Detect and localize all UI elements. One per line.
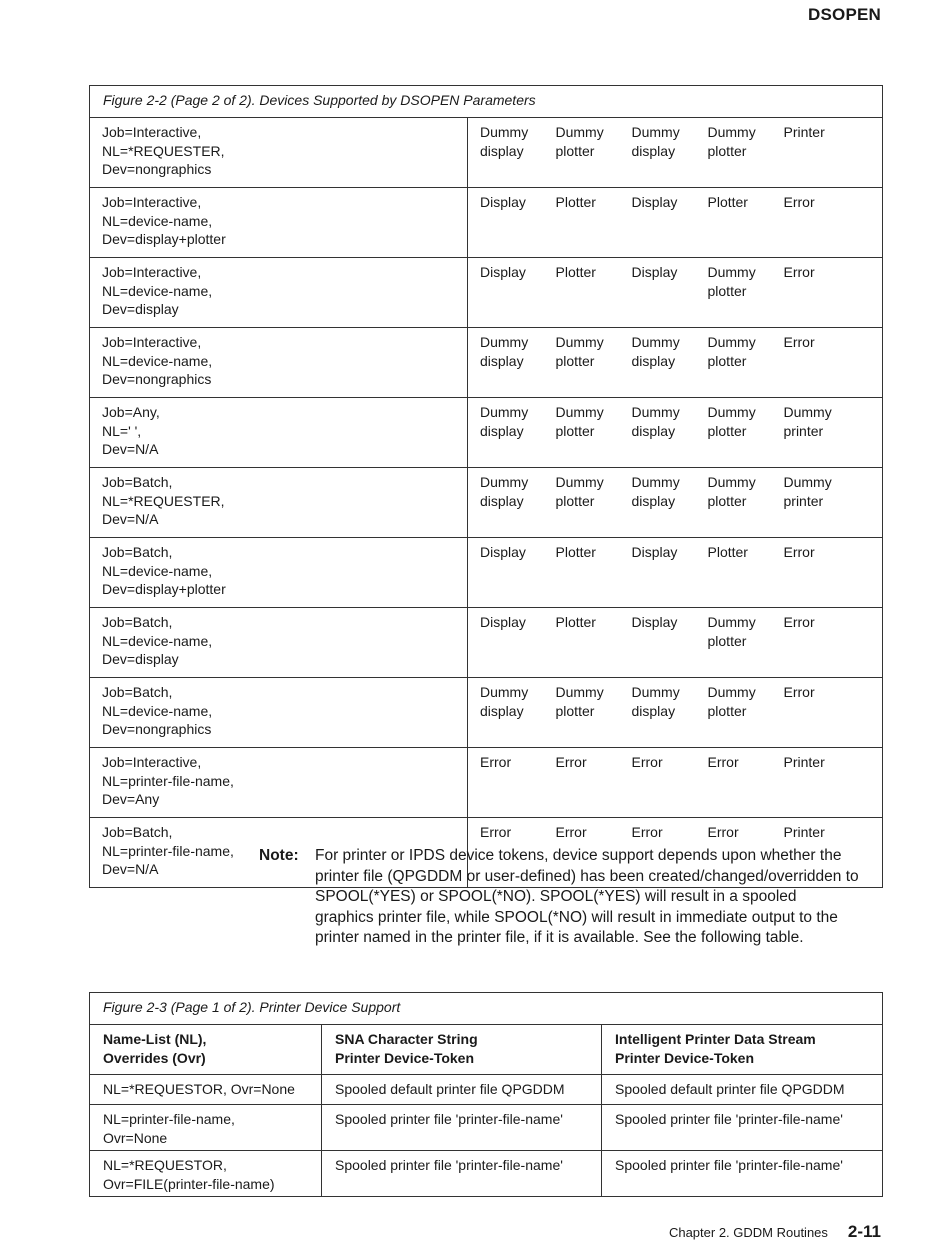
device-cell: Dummy display xyxy=(468,678,544,748)
device-cell: Display xyxy=(468,188,544,258)
row-parameters: Job=Interactive, NL=device-name, Dev=nongraphics xyxy=(90,328,468,398)
row-parameters: Job=Batch, NL=printer-file-name, Dev=N/A xyxy=(90,818,468,888)
row-parameters: Job=Batch, NL=device-name, Dev=display+plotter xyxy=(90,538,468,608)
device-cell: Error xyxy=(544,748,620,818)
row-parameters: Job=Batch, NL=device-name, Dev=nongraphics xyxy=(90,678,468,748)
row-parameters: Job=Interactive, NL=*REQUESTER, Dev=nongraphics xyxy=(90,118,468,188)
note xyxy=(259,846,859,949)
device-cell: Dummy plotter xyxy=(696,258,772,328)
device-cell: Dummy plotter xyxy=(544,678,620,748)
device-cell: Dummy display xyxy=(620,678,696,748)
device-cell: Printer xyxy=(772,118,883,188)
table-cell: NL=*REQUESTOR, Ovr=FILE(printer-file-name) xyxy=(90,1151,322,1197)
table-row xyxy=(90,188,883,258)
device-cell: Display xyxy=(468,538,544,608)
device-cell: Dummy display xyxy=(468,398,544,468)
device-cell: Dummy printer xyxy=(772,398,883,468)
figure-2-2-table xyxy=(89,85,883,888)
table-row xyxy=(90,678,883,748)
row-parameters: Job=Any, NL=' ', Dev=N/A xyxy=(90,398,468,468)
table-cell: NL=*REQUESTOR, Ovr=None xyxy=(90,1075,322,1105)
row-parameters: Job=Interactive, NL=device-name, Dev=display+plotter xyxy=(90,188,468,258)
device-cell: Display xyxy=(620,188,696,258)
device-cell: Error xyxy=(468,818,544,888)
table-row xyxy=(90,538,883,608)
device-cell: Dummy plotter xyxy=(696,678,772,748)
table-row xyxy=(90,118,883,188)
row-parameters: Job=Interactive, NL=printer-file-name, Dev=Any xyxy=(90,748,468,818)
device-cell: Error xyxy=(772,608,883,678)
table-cell: Spooled printer file 'printer-file-name' xyxy=(602,1105,883,1151)
table-cell: Spooled default printer file QPGDDM xyxy=(322,1075,602,1105)
device-cell: Dummy display xyxy=(468,118,544,188)
device-cell: Error xyxy=(696,818,772,888)
row-parameters: Job=Batch, NL=device-name, Dev=display xyxy=(90,608,468,678)
device-cell: Error xyxy=(772,538,883,608)
device-cell: Error xyxy=(772,188,883,258)
table-row xyxy=(90,258,883,328)
figure-2-3-table xyxy=(89,992,883,1197)
header-name-list: Name-List (NL), Overrides (Ovr) xyxy=(90,1025,322,1075)
device-cell: Dummy printer xyxy=(772,468,883,538)
device-cell: Dummy plotter xyxy=(696,398,772,468)
device-cell: Dummy plotter xyxy=(696,328,772,398)
device-cell: Dummy plotter xyxy=(544,118,620,188)
device-cell: Plotter xyxy=(696,188,772,258)
note-text: For printer or IPDS device tokens, device support depends upon whether the printer file (QPGDDM or user-defined) has been created/changed/overridden to SPOOL(*YES) or SPOOL(*NO). SPOOL(*YES) will result in a spooled graphics printer file, while SPOOL(*NO) will result in immediate output to the printer named in the printer file, if it is available. See the following table. xyxy=(315,847,859,947)
table-row xyxy=(90,398,883,468)
device-cell: Dummy plotter xyxy=(544,468,620,538)
device-cell: Error xyxy=(620,748,696,818)
table-cell: Spooled default printer file QPGDDM xyxy=(602,1075,883,1105)
device-cell: Dummy display xyxy=(620,328,696,398)
table-row xyxy=(90,468,883,538)
device-cell: Error xyxy=(544,818,620,888)
device-cell: Plotter xyxy=(544,188,620,258)
device-cell: Printer xyxy=(772,748,883,818)
device-cell: Error xyxy=(468,748,544,818)
device-cell: Display xyxy=(468,608,544,678)
device-cell: Dummy plotter xyxy=(696,118,772,188)
table-cell: NL=printer-file-name, Ovr=None xyxy=(90,1105,322,1151)
device-cell: Dummy plotter xyxy=(696,468,772,538)
device-cell: Plotter xyxy=(544,608,620,678)
table-cell: Spooled printer file 'printer-file-name' xyxy=(322,1151,602,1197)
row-parameters: Job=Batch, NL=*REQUESTER, Dev=N/A xyxy=(90,468,468,538)
device-cell: Error xyxy=(772,678,883,748)
header-ipds-token: Intelligent Printer Data Stream Printer Device-Token xyxy=(602,1025,883,1075)
table-row xyxy=(90,1075,883,1105)
row-parameters: Job=Interactive, NL=device-name, Dev=display xyxy=(90,258,468,328)
device-cell: Display xyxy=(620,608,696,678)
device-cell: Dummy plotter xyxy=(544,398,620,468)
device-cell: Error xyxy=(772,258,883,328)
device-cell: Dummy display xyxy=(620,398,696,468)
header-sna-token: SNA Character String Printer Device-Token xyxy=(322,1025,602,1075)
table-cell: Spooled printer file 'printer-file-name' xyxy=(322,1105,602,1151)
device-cell: Plotter xyxy=(696,538,772,608)
device-cell: Display xyxy=(620,258,696,328)
device-cell: Plotter xyxy=(544,538,620,608)
device-cell: Dummy display xyxy=(468,468,544,538)
device-cell: Error xyxy=(620,818,696,888)
table-row xyxy=(90,748,883,818)
table-row xyxy=(90,1151,883,1197)
page-footer xyxy=(669,1222,881,1242)
note-label: Note: xyxy=(259,847,299,864)
device-cell: Plotter xyxy=(544,258,620,328)
device-cell: Error xyxy=(696,748,772,818)
table-row xyxy=(90,608,883,678)
footer-chapter: Chapter 2. GDDM Routines xyxy=(668,1225,828,1240)
device-cell: Display xyxy=(620,538,696,608)
table-row xyxy=(90,328,883,398)
device-cell: Dummy display xyxy=(468,328,544,398)
device-cell: Dummy display xyxy=(620,118,696,188)
running-title: DSOPEN xyxy=(808,5,881,24)
device-cell: Printer xyxy=(772,818,883,888)
figure-2-2-caption: Figure 2-2 (Page 2 of 2). Devices Supported by DSOPEN Parameters xyxy=(90,86,883,118)
device-cell: Display xyxy=(468,258,544,328)
device-cell: Dummy display xyxy=(620,468,696,538)
device-cell: Dummy plotter xyxy=(544,328,620,398)
device-cell: Error xyxy=(772,328,883,398)
device-cell: Dummy plotter xyxy=(696,608,772,678)
page-number: 2-11 xyxy=(847,1222,881,1241)
figure-2-3-caption: Figure 2-3 (Page 1 of 2). Printer Device Support xyxy=(90,993,883,1025)
table-cell: Spooled printer file 'printer-file-name' xyxy=(602,1151,883,1197)
table-row xyxy=(90,1105,883,1151)
